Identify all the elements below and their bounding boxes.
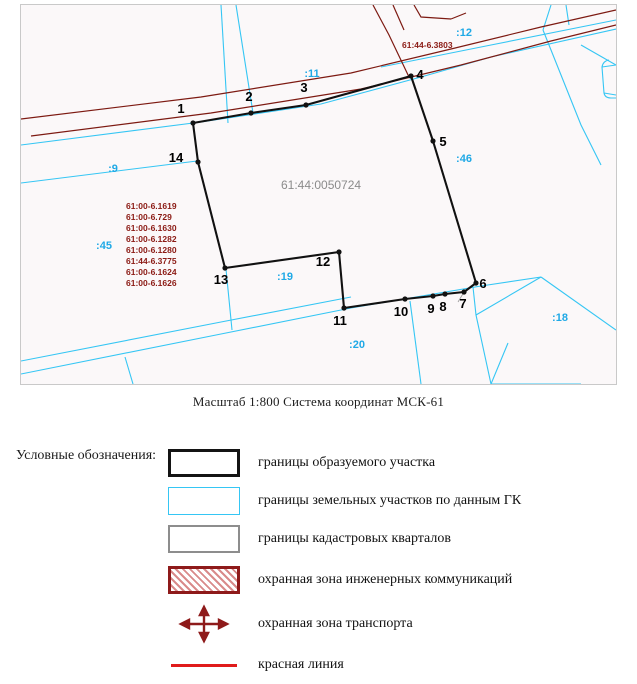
vertex-label-7: 7 <box>459 296 467 311</box>
legend-title: Условные обозначения: <box>16 448 157 463</box>
legend-swatch-gray-rect <box>168 525 240 553</box>
vertex-label-14: 14 <box>168 150 184 165</box>
legend-swatch-red-line <box>168 651 240 679</box>
legend-label-transport-zone: охранная зона транспорта <box>258 616 413 631</box>
legend-label-utility-zone: охранная зона инженерных коммуникаций <box>258 572 513 587</box>
restriction-label-7: 61:00-6.1626 <box>126 278 177 288</box>
neighbor-parcel-label-12: :12 <box>456 27 472 39</box>
vertex-point-12 <box>336 249 341 254</box>
vertex-label-6: 6 <box>479 276 487 291</box>
vertex-layer <box>169 67 487 328</box>
legend-item-cadastral-parcels <box>168 482 637 520</box>
red-line-bar <box>171 664 237 667</box>
four-way-arrow-icon <box>176 604 232 644</box>
restriction-label-2: 61:00-6.1630 <box>126 223 177 233</box>
vertex-label-2: 2 <box>245 89 253 104</box>
vertex-point-3 <box>303 102 308 107</box>
vertex-point-4 <box>408 73 413 78</box>
vertex-point-9 <box>430 293 435 298</box>
restriction-label-0: 61:00-6.1619 <box>126 201 177 211</box>
vertex-point-1 <box>190 120 195 125</box>
vertex-point-6 <box>473 280 478 285</box>
legend-rows <box>168 444 637 684</box>
subject-parcel-boundary <box>193 76 476 308</box>
vertex-point-7 <box>461 289 466 294</box>
vertex-label-12: 12 <box>315 254 331 269</box>
cadastral-map-frame <box>20 4 617 385</box>
legend-item-utility-zone <box>168 558 637 602</box>
legend-swatch-black-rect <box>168 449 240 477</box>
vertex-label-1: 1 <box>177 101 185 116</box>
legend-item-transport-zone <box>168 602 637 646</box>
vertex-label-13: 13 <box>213 272 229 287</box>
neighbor-parcel-label-46: :46 <box>456 153 472 165</box>
vertex-point-10 <box>402 296 407 301</box>
restriction-label-1: 61:00-6.729 <box>126 212 172 222</box>
cadastral-parcel-lines <box>21 5 616 384</box>
restriction-label-5: 61:44-6.3775 <box>126 256 177 266</box>
vertex-label-9: 9 <box>427 301 435 316</box>
vertex-label-3: 3 <box>300 80 308 95</box>
vertex-point-11 <box>341 305 346 310</box>
legend-label-subject-parcel: границы образуемого участка <box>258 455 436 470</box>
vertex-label-5: 5 <box>439 134 447 149</box>
neighbor-parcel-label-19: :19 <box>277 271 293 283</box>
legend-item-red-line <box>168 646 637 684</box>
scale-and-coordinate-system: Масштаб 1:800 Система координат МСК-61 <box>192 394 445 409</box>
legend-label-cadastral-quarters: границы кадастровых кварталов <box>258 531 451 546</box>
vertex-label-4: 4 <box>416 67 424 82</box>
neighbor-parcel-label-9: :9 <box>108 163 118 175</box>
neighbor-parcel-label-45: :45 <box>96 240 112 252</box>
vertex-point-2 <box>248 110 253 115</box>
vertex-label-11: 11 <box>333 313 347 328</box>
restriction-labels <box>126 201 177 288</box>
neighbor-parcel-label-11: :11 <box>304 68 320 80</box>
restriction-label-6: 61:00-6.1624 <box>126 267 177 277</box>
utility-zone-label: 61:44-6.3803 <box>402 40 453 50</box>
legend-label-cadastral-parcels: границы земельных участков по данным ГК <box>258 493 522 508</box>
vertex-label-10: 10 <box>393 304 409 319</box>
restriction-label-4: 61:00-6.1280 <box>126 245 177 255</box>
restriction-label-3: 61:00-6.1282 <box>126 234 177 244</box>
vertex-point-13 <box>222 265 227 270</box>
vertex-point-8 <box>442 291 447 296</box>
neighbor-parcel-label-18: :18 <box>552 312 568 324</box>
vertex-point-5 <box>430 138 435 143</box>
legend-swatch-cyan-rect <box>168 487 240 515</box>
cadastral-map <box>21 5 616 384</box>
subject-parcel-label: 61:44:0050724 <box>281 178 362 192</box>
legend-swatch-cross-arrow <box>168 610 240 638</box>
legend-item-cadastral-quarters <box>168 520 637 558</box>
legend-swatch-hatch-rect <box>168 566 240 594</box>
legend-label-red-line: красная линия <box>258 657 344 672</box>
neighbor-parcel-label-20: :20 <box>349 339 365 351</box>
vertex-point-14 <box>195 159 200 164</box>
legend-item-subject-parcel <box>168 444 637 482</box>
vertex-label-8: 8 <box>439 299 447 314</box>
